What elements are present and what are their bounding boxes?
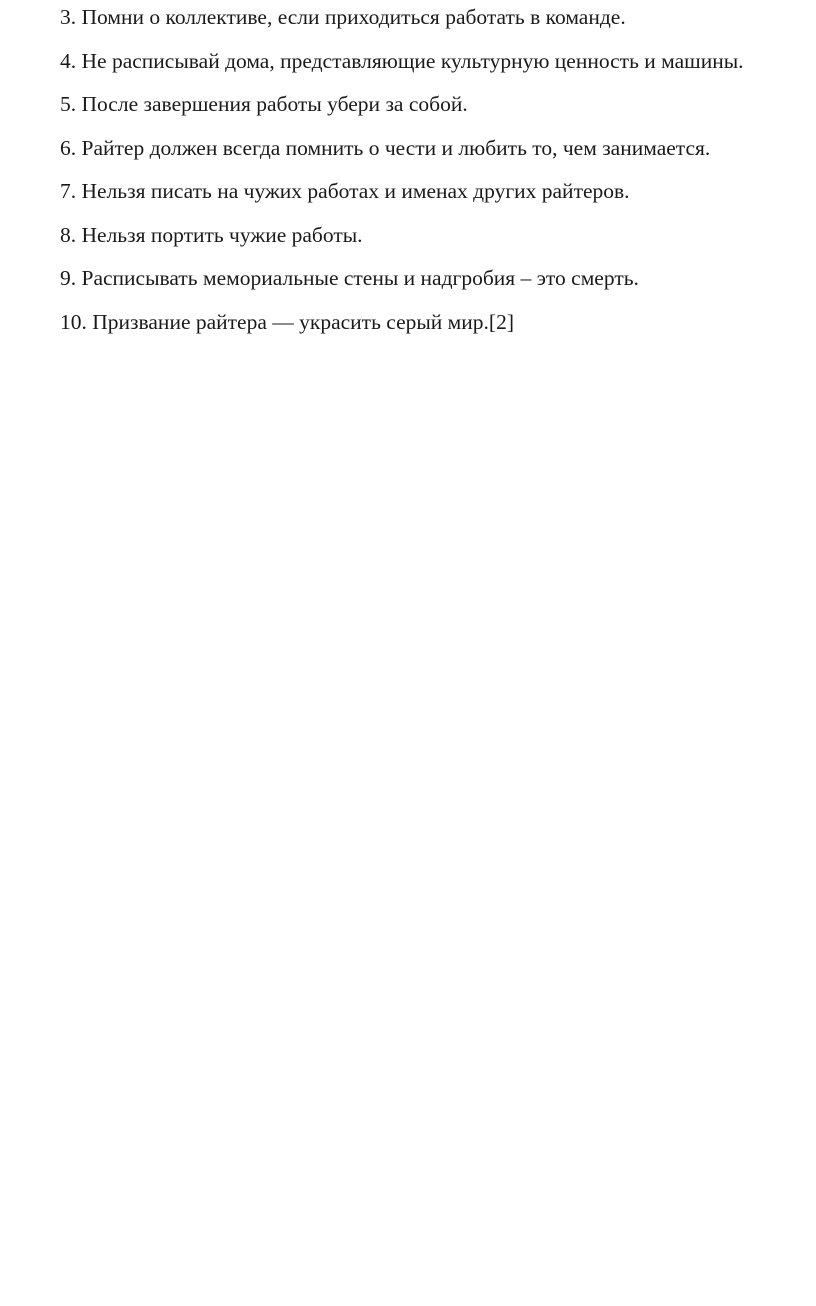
rule-paragraph: 3. Помни о коллективе, если приходиться работать в команде. (60, 5, 626, 29)
rule-paragraph: 10. Призвание райтера — украсить серый мир.[2] (60, 309, 514, 334)
rule-paragraph: 4. Не расписывай дома, представляющие культурную ценность и машины. (60, 48, 744, 73)
rule-paragraph: 8. Нельзя портить чужие работы. (60, 222, 363, 247)
rule-paragraph: 6. Райтер должен всегда помнить о чести и любить то, чем занимается. (60, 135, 711, 160)
rules-list (0, 0, 800, 344)
rule-paragraph: 5. После завершения работы убери за собой. (60, 92, 468, 116)
rule-paragraph: 7. Нельзя писать на чужих работах и именах других райтеров. (60, 179, 630, 203)
rule-paragraph: 9. Расписывать мемориальные стены и надгробия – это смерть. (60, 266, 639, 290)
